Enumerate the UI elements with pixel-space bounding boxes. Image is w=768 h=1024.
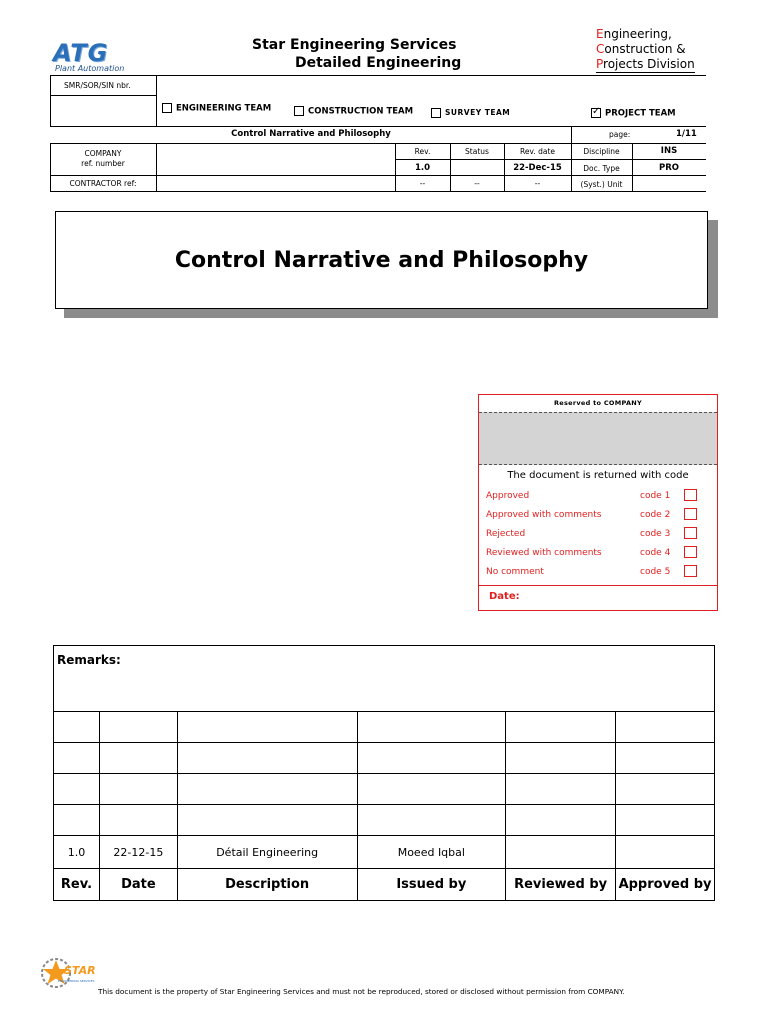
code-label-1: Approved: [486, 491, 530, 501]
reserved-date-label: Date:: [489, 591, 520, 602]
team-project[interactable]: [591, 108, 676, 119]
header-approved-by: Approved by: [616, 869, 715, 901]
construction-team-label: CONSTRUCTION TEAM: [308, 106, 414, 117]
code-label-5: No comment: [486, 567, 544, 577]
division-initial-p: P: [596, 57, 604, 71]
reserved-header: Reserved to COMPANY: [553, 399, 643, 407]
engineering-team-checkbox[interactable]: [162, 103, 172, 113]
division-line1: ngineering,: [603, 27, 672, 41]
discipline-value: INS: [660, 146, 678, 156]
discipline-header: Discipline: [583, 147, 620, 156]
smr-label: SMR/SOR/SIN nbr.: [64, 81, 131, 90]
code-checkbox-4[interactable]: [684, 546, 697, 558]
row-approved-by: [616, 836, 715, 869]
code-checkbox-3[interactable]: [684, 527, 697, 539]
unit-label: (Syst.) Unit: [580, 180, 623, 189]
row-rev: 1.0: [54, 836, 100, 869]
status-value-2: --: [474, 179, 480, 188]
table-row: [54, 743, 715, 774]
header-description: Description: [177, 869, 357, 901]
row-date: 22-12-15: [99, 836, 177, 869]
table-header-row: [54, 869, 715, 901]
division-line2: onstruction &: [604, 42, 686, 56]
row-issued-by: Moeed Iqbal: [357, 836, 506, 869]
division-initial-c: C: [596, 42, 605, 56]
reserved-grey-area: [479, 412, 717, 465]
code-value-1: code 1: [640, 491, 671, 501]
project-team-checkbox[interactable]: [591, 108, 601, 118]
table-row-rev-1: [54, 836, 715, 869]
star-logo: [40, 955, 100, 993]
code-checkbox-2[interactable]: [684, 508, 697, 520]
company-name: Star Engineering Services: [252, 37, 457, 53]
company-ref-label: ref. number: [81, 159, 125, 168]
page-value: 1/11: [676, 129, 697, 139]
code-value-5: code 5: [640, 567, 671, 577]
doc-type-value: PRO: [658, 163, 679, 173]
code-value-3: code 3: [640, 529, 671, 539]
row-description: Détail Engineering: [177, 836, 357, 869]
star-logo-text: STAR: [64, 964, 96, 977]
header-issued-by: Issued by: [357, 869, 506, 901]
rev-value-2: --: [419, 179, 426, 188]
returned-text: The document is returned with code: [507, 470, 689, 481]
code-value-4: code 4: [640, 548, 671, 558]
remarks-label: Remarks:: [57, 653, 121, 667]
row-reviewed-by: [506, 836, 616, 869]
rev-date-value-2: --: [534, 179, 541, 188]
code-checkbox-5[interactable]: [684, 565, 697, 577]
page-label: page:: [609, 130, 631, 139]
header-date: Date: [99, 869, 177, 901]
header-reviewed-by: Reviewed by: [506, 869, 616, 901]
main-title: Control Narrative and Philosophy: [174, 247, 589, 273]
team-engineering[interactable]: [162, 103, 271, 114]
table-row: [54, 712, 715, 743]
rev-header: Rev.: [414, 147, 431, 156]
division-block: [596, 27, 695, 73]
survey-team-label: SURVEY TEAM: [445, 108, 511, 117]
team-construction[interactable]: [294, 106, 413, 117]
revision-table: [53, 711, 715, 901]
table-row: [54, 805, 715, 836]
division-line3: rojects Division: [603, 57, 695, 71]
status-header: Status: [465, 147, 489, 156]
rev-date-header: Rev. date: [519, 147, 556, 156]
construction-team-checkbox[interactable]: [294, 106, 304, 116]
contractor-label: CONTRACTOR ref:: [69, 179, 137, 188]
code-label-4: Reviewed with comments: [486, 548, 602, 558]
atg-logo-subtitle: Plant Automation: [55, 64, 125, 73]
star-logo-sub: ENGINEERING SERVICES: [58, 979, 95, 983]
engineering-team-label: ENGINEERING TEAM: [176, 103, 272, 114]
code-label-3: Rejected: [486, 529, 526, 539]
code-value-2: code 2: [640, 510, 671, 520]
doc-title-cell: Control Narrative and Philosophy: [231, 129, 391, 139]
company-subtitle: Detailed Engineering: [295, 55, 462, 71]
reserved-box: [478, 394, 718, 611]
title-box: [55, 211, 708, 309]
table-row: [54, 774, 715, 805]
rev-value: 1.0: [414, 163, 431, 173]
team-survey[interactable]: [431, 108, 510, 118]
company-label: COMPANY: [84, 149, 122, 158]
atg-logo: [53, 39, 153, 73]
code-checkbox-1[interactable]: [684, 489, 697, 501]
header-rev: Rev.: [54, 869, 100, 901]
code-label-2: Approved with comments: [486, 510, 602, 520]
division-initial-e: E: [596, 27, 604, 41]
doc-type-label: Doc. Type: [583, 164, 620, 173]
project-team-label: PROJECT TEAM: [605, 108, 676, 119]
atg-logo-text: ATG: [53, 39, 109, 67]
survey-team-checkbox[interactable]: [431, 108, 441, 118]
rev-date-value: 22-Dec-15: [513, 163, 562, 173]
footer-notice: This document is the property of Star Engineering Services and must not be reproduced, stored or disclosed without permission from COMPANY.: [98, 987, 625, 996]
